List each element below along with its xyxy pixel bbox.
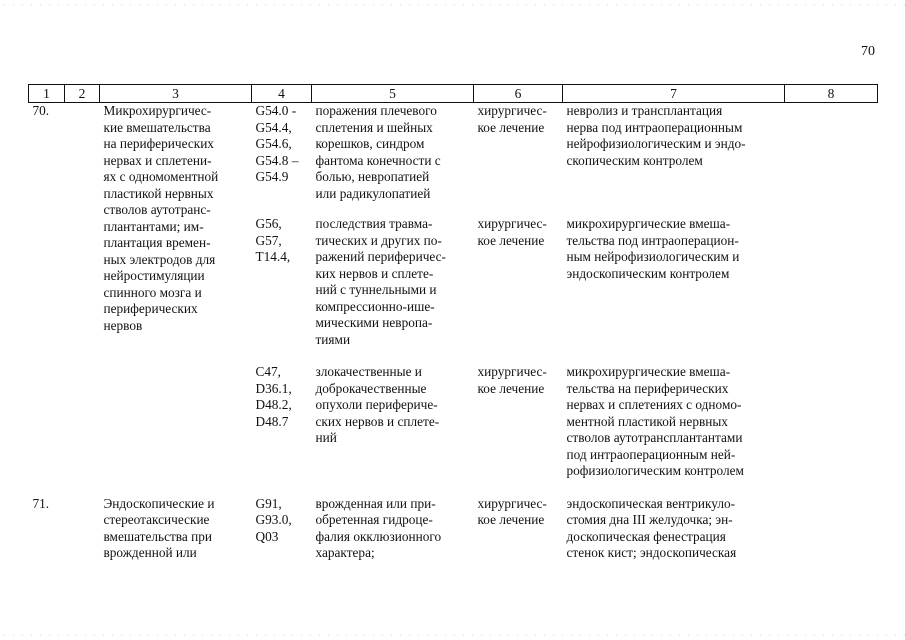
cell-4: G56, G57, T14.4, — [255, 216, 291, 264]
cell-5: поражения плечевого сплетения и шейных корешков, синдром фантома конечности с болью, невропатией или радикулопатией — [315, 103, 441, 201]
row-gap — [29, 484, 878, 496]
cell-6: хирургичес- кое лечение — [477, 364, 547, 396]
header-col-6: 6 — [474, 85, 563, 103]
cell-6: хирургичес- кое лечение — [477, 495, 547, 527]
cell-6: хирургичес- кое лечение — [477, 103, 547, 135]
cell-1: 70. — [32, 103, 50, 118]
header-col-2: 2 — [65, 85, 100, 103]
cell-1: 71. — [32, 495, 50, 511]
scan-noise-top — [0, 4, 905, 6]
cell-5: злокачественные и доброкачественные опухоли перифериче- ских нервов и сплете- ний — [315, 364, 440, 445]
cell-3: Микрохирургичес- кие вмешательства на периферических нервах и сплетени- ях с одномоментной пластикой нервных стволов аутотранс- плантантами; им- плантация времен- ных электродов для нейростимуляции спинного мозга и периферических нервов — [103, 103, 219, 333]
cell-8 — [785, 496, 878, 562]
scan-noise-bottom — [0, 634, 905, 636]
cell-6: хирургичес- кое лечение — [477, 216, 547, 248]
header-col-4: 4 — [252, 85, 312, 103]
header-col-3: 3 — [100, 85, 252, 103]
cell-7: невролиз и трансплантация нерва под интраоперационным нейрофизиологическим и эндо- скопическим контролем — [566, 103, 746, 168]
cell-7: микрохирургические вмеша- тельства на периферических нервах и сплетениях с одномо- ментной пластикой нервных стволов аутотрансплантантами под интраоперационным ней- рофизиологическим контролем — [566, 364, 744, 478]
cell-3: Эндоскопические и стереотаксические вмешательства при врожденной или — [103, 495, 215, 560]
table-row — [29, 103, 878, 217]
header-col-1: 1 — [29, 85, 65, 103]
cell-2 — [65, 103, 100, 484]
cell-5: врожденная или при- обретенная гидроце- фалия окклюзионного характера; — [315, 495, 442, 560]
table-body — [29, 103, 878, 562]
cell-8 — [785, 103, 878, 217]
page-number: 70 — [861, 44, 875, 59]
cell-8 — [785, 364, 878, 484]
cell-2 — [65, 496, 100, 562]
cell-8 — [785, 216, 878, 364]
table-row — [29, 496, 878, 562]
header-row — [29, 85, 878, 103]
cell-5: последствия травма- тических и других по- ражений периферичес- ких нервов и сплете- ний с туннельными и компрессионно-ише- мическими невропа- тиями — [315, 216, 446, 347]
services-table — [28, 84, 878, 562]
cell-7: эндоскопическая вентрикуло- стомия дна III желудочка; эн- доскопическая фенестрация стенок кист; эндоскопическая — [566, 495, 737, 560]
cell-4: C47, D36.1, D48.2, D48.7 — [255, 364, 292, 429]
header-col-5: 5 — [312, 85, 474, 103]
header-col-8: 8 — [785, 85, 878, 103]
cell-4: G91, G93.0, Q03 — [255, 495, 292, 544]
cell-4: G54.0 - G54.4, G54.6, G54.8 – G54.9 — [255, 103, 299, 184]
cell-7: микрохирургические вмеша- тельства под интраоперацион- ным нейрофизиологическим и эндоскопическим контролем — [566, 216, 740, 281]
header-col-7: 7 — [563, 85, 785, 103]
